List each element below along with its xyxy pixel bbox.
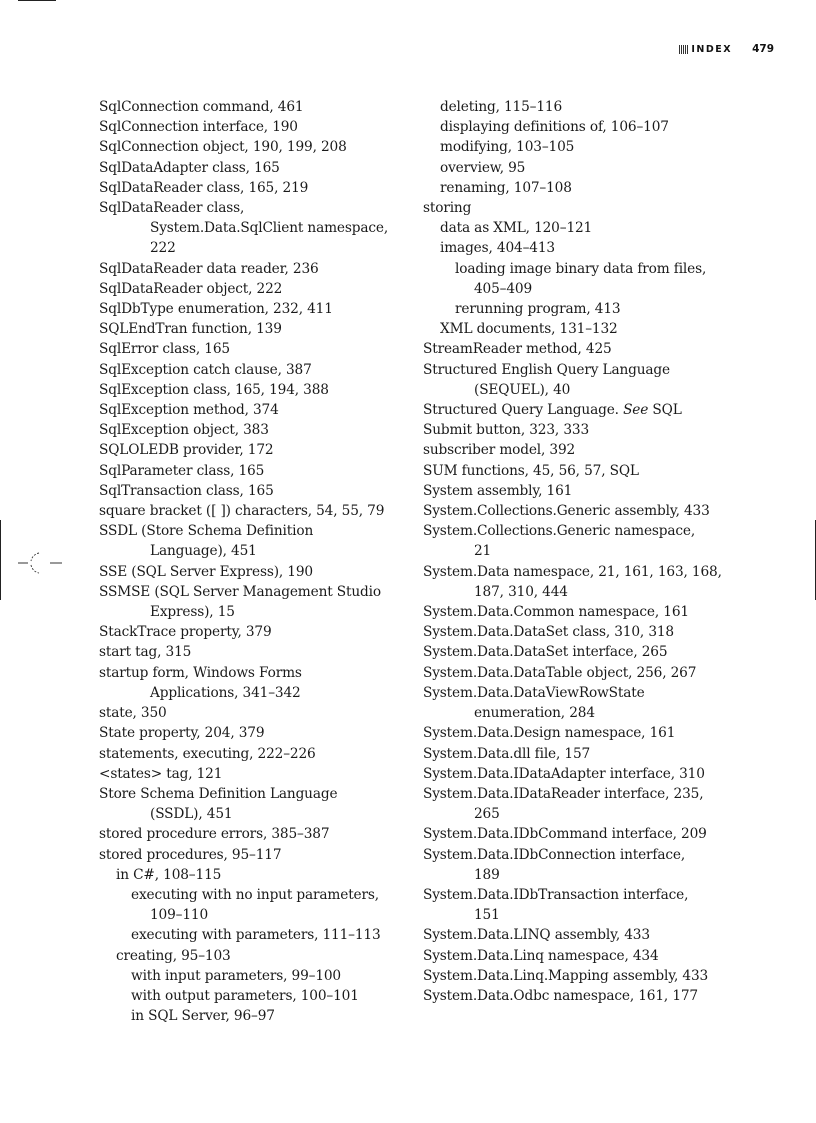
index-entry: System.Data.DataViewRowState [423, 684, 645, 701]
index-entry: SqlTransaction class, 165 [99, 482, 274, 499]
index-entry: System.Data.DataTable object, 256, 267 [423, 664, 697, 681]
index-entry-continuation: Language), 451 [150, 543, 257, 560]
index-entry: Structured English Query Language [423, 361, 670, 378]
index-entry: deleting, 115–116 [440, 99, 563, 115]
index-entry: System.Data.IDbConnection interface, [423, 846, 686, 863]
index-entry: System.Data.IDataAdapter interface, 310 [423, 765, 705, 782]
index-entry-continuation: Applications, 341–342 [150, 684, 301, 701]
index-entry: creating, 95–103 [116, 947, 231, 964]
index-entry: System.Data.DataSet class, 310, 318 [423, 624, 674, 641]
index-entry: System.Data.IDbCommand interface, 209 [423, 826, 707, 843]
index-entry: modifying, 103–105 [440, 139, 575, 156]
index-entry: StackTrace property, 379 [99, 624, 272, 641]
index-entry-continuation: (SEQUEL), 40 [474, 381, 571, 398]
index-entry: startup form, Windows Forms [99, 664, 302, 681]
index-entry: System.Data namespace, 21, 161, 163, 168, [423, 563, 722, 580]
running-head [679, 43, 774, 55]
header-bars-icon [679, 45, 688, 54]
index-entry-continuation: 405–409 [474, 280, 533, 297]
index-entry-continuation: (SSDL), 451 [150, 806, 233, 823]
index-entry: System.Collections.Generic assembly, 433 [423, 503, 710, 520]
index-entry: <states> tag, 121 [99, 765, 223, 782]
index-entry: SSE (SQL Server Express), 190 [99, 563, 313, 580]
index-entry: SqlConnection interface, 190 [99, 119, 298, 136]
index-entry: start tag, 315 [99, 644, 192, 661]
index-entry: data as XML, 120–121 [440, 220, 593, 237]
index-entry: renaming, 107–108 [440, 179, 572, 196]
index-entry: executing with parameters, 111–113 [131, 927, 381, 944]
index-entry: state, 350 [99, 705, 167, 722]
index-entry: System.Data.DataSet interface, 265 [423, 644, 668, 661]
index-entry: SqlDataReader class, [99, 200, 245, 217]
index-entry: storing [423, 200, 472, 217]
index-entry: executing with no input parameters, [131, 886, 379, 903]
index-entry: rerunning program, 413 [455, 301, 621, 318]
index-entry: System.Collections.Generic namespace, [423, 523, 696, 540]
index-entry-continuation: enumeration, 284 [474, 705, 595, 722]
index-entry-continuation: 222 [150, 240, 176, 257]
index-entry: with input parameters, 99–100 [131, 967, 341, 984]
index-entry-continuation: 189 [474, 866, 500, 883]
index-entry: SQLEndTran function, 139 [99, 321, 282, 338]
index-entry: StreamReader method, 425 [423, 341, 612, 358]
index-entry: System.Data.LINQ assembly, 433 [423, 927, 650, 944]
index-entry: stored procedures, 95–117 [99, 846, 282, 863]
index-entry: SqlException class, 165, 194, 388 [99, 381, 329, 398]
index-entry: Structured Query Language. See SQL [423, 402, 682, 419]
index-entry: System.Data.Linq namespace, 434 [423, 947, 659, 964]
index-entry: State property, 204, 379 [99, 725, 265, 742]
see-reference: See [623, 402, 649, 419]
index-entry: SqlDbType enumeration, 232, 411 [99, 301, 333, 318]
index-entry: overview, 95 [440, 159, 526, 176]
registration-mark-icon [18, 548, 62, 578]
index-entry: System.Data.IDbTransaction interface, [423, 886, 689, 903]
index-entry: SQLOLEDB provider, 172 [99, 442, 274, 459]
section-title: INDEX [691, 43, 733, 55]
index-entry: in C#, 108–115 [116, 866, 222, 883]
index-entry-continuation: 187, 310, 444 [474, 583, 568, 600]
index-entry: in SQL Server, 96–97 [131, 1008, 275, 1025]
crop-mark-top [18, 0, 56, 1]
index-entry-continuation: Express), 15 [150, 604, 235, 621]
index-entry: images, 404–413 [440, 240, 555, 257]
index-entry: SqlConnection command, 461 [99, 99, 304, 115]
index-entry-continuation: 151 [474, 907, 500, 924]
index-entry: System assembly, 161 [423, 482, 573, 499]
index-entry: Store Schema Definition Language [99, 785, 338, 802]
index-entry: with output parameters, 100–101 [131, 987, 359, 1004]
index-entry: SqlException object, 383 [99, 422, 269, 439]
index-entry: SqlDataReader class, 165, 219 [99, 179, 309, 196]
index-entry: displaying definitions of, 106–107 [440, 119, 669, 136]
index-entry: stored procedure errors, 385–387 [99, 826, 330, 843]
index-entry-continuation: System.Data.SqlClient namespace, [150, 220, 389, 237]
page-number: 479 [752, 43, 774, 55]
see-target: SQL [652, 402, 682, 419]
index-entry: square bracket ([ ]) characters, 54, 55, 79 [99, 503, 385, 520]
index-column-right [423, 97, 723, 1006]
index-entry: System.Data.dll file, 157 [423, 745, 591, 762]
index-entry: statements, executing, 222–226 [99, 745, 316, 762]
index-entry: System.Data.Odbc namespace, 161, 177 [423, 987, 698, 1004]
index-entry: System.Data.Common namespace, 161 [423, 604, 689, 621]
index-entry-continuation: 265 [474, 806, 500, 823]
index-entry: SqlException method, 374 [99, 402, 279, 419]
index-entry: SSMSE (SQL Server Management Studio [99, 583, 381, 600]
index-entry: SqlException catch clause, 387 [99, 361, 312, 378]
index-entry: SqlDataReader object, 222 [99, 280, 283, 297]
index-entry-continuation: 109–110 [150, 907, 209, 924]
index-entry: Submit button, 323, 333 [423, 422, 589, 439]
index-entry: System.Data.Linq.Mapping assembly, 433 [423, 967, 709, 984]
index-entry: SqlDataAdapter class, 165 [99, 159, 280, 176]
index-entry: XML documents, 131–132 [440, 321, 618, 338]
index-entry: subscriber model, 392 [423, 442, 576, 459]
index-entry: System.Data.Design namespace, 161 [423, 725, 676, 742]
index-entry: SqlConnection object, 190, 199, 208 [99, 139, 347, 156]
crop-mark-left [0, 520, 1, 600]
index-entry: loading image binary data from files, [455, 260, 707, 277]
index-column-left [99, 97, 399, 1026]
index-entry: SqlDataReader data reader, 236 [99, 260, 319, 277]
index-entry: SUM functions, 45, 56, 57, SQL [423, 462, 639, 479]
index-entry: SqlError class, 165 [99, 341, 230, 358]
index-entry-continuation: 21 [474, 543, 492, 560]
index-entry: SqlParameter class, 165 [99, 462, 265, 479]
index-entry: System.Data.IDataReader interface, 235, [423, 785, 704, 802]
index-entry: SSDL (Store Schema Definition [99, 523, 314, 540]
